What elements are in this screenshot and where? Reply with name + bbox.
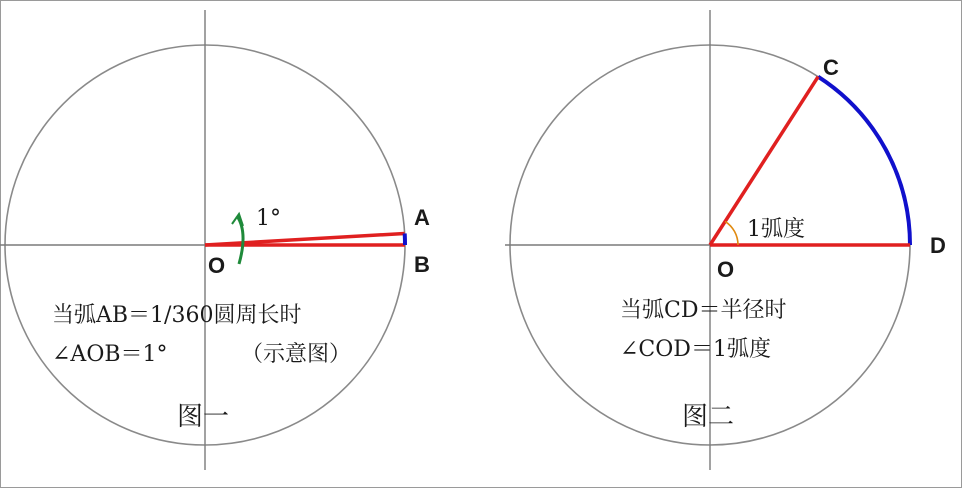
figure1-label-o: O [208,253,226,278]
figure2-angle-label: 1弧度 [747,217,805,242]
figure2-label-d: D [930,233,946,258]
figure1-label-a: A [414,205,430,230]
figure2-caption-line2: ∠COD＝1弧度 [620,337,771,362]
figure2-title: 图二 [682,402,735,432]
figure2-caption-line1: 当弧CD＝半径时 [620,298,787,323]
figure1-angle-arrow [232,214,243,226]
figure1-caption-note: （示意图） [241,342,352,367]
figure1-label-b: B [414,252,430,277]
figure2-label-o: O [717,257,735,282]
figure-2 [505,10,946,470]
figure2-arc-cd [818,77,910,245]
figure2-angle-mark [725,221,738,245]
figure1-title: 图一 [177,402,230,432]
figure1-caption-line1: 当弧AB＝1/360圆周长时 [52,303,302,328]
figure-1 [0,10,430,470]
figure2-label-c: C [823,55,839,80]
figure1-caption-line2: ∠AOB＝1° [52,342,168,367]
figure1-angle-label: 1° [256,206,281,231]
